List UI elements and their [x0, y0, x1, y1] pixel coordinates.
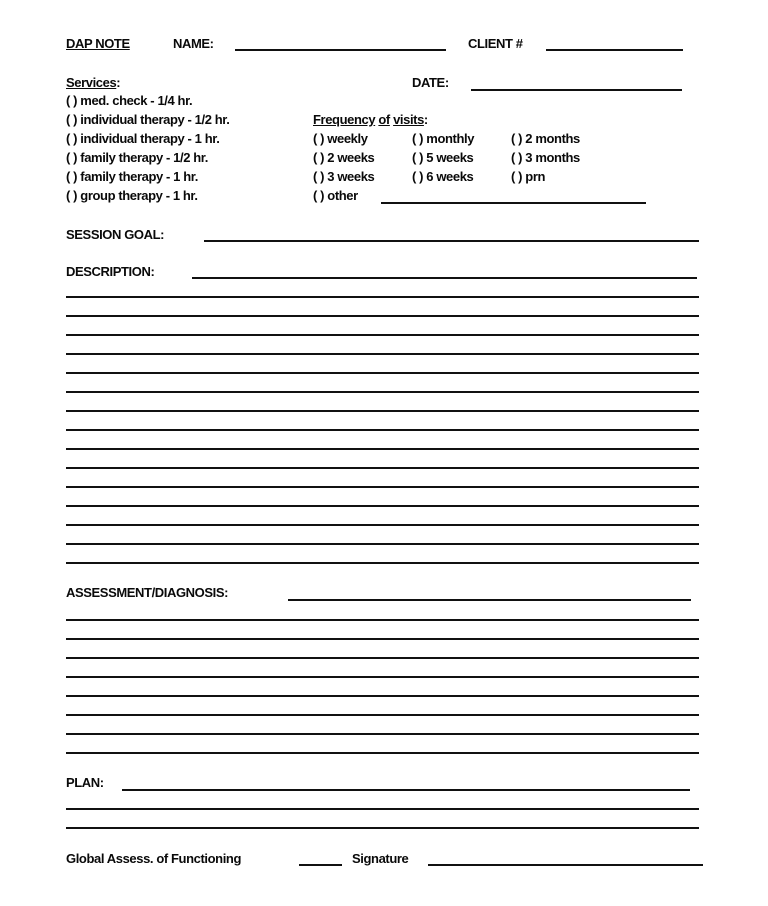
frequency-colon: : — [423, 112, 428, 127]
frequency-heading — [313, 112, 428, 127]
service-option-family-half[interactable]: ( ) family therapy - 1/2 hr. — [66, 150, 208, 165]
frequency-option-weekly[interactable]: ( ) weekly — [313, 131, 368, 146]
session-goal-field[interactable] — [204, 240, 699, 242]
service-option-family-one[interactable]: ( ) family therapy - 1 hr. — [66, 169, 198, 184]
description-line[interactable] — [66, 334, 699, 336]
frequency-option-prn[interactable]: ( ) prn — [511, 169, 546, 184]
service-option-individual-one[interactable]: ( ) individual therapy - 1 hr. — [66, 131, 220, 146]
description-line[interactable] — [66, 543, 699, 545]
session-goal-label: SESSION GOAL: — [66, 227, 165, 242]
signature-label: Signature — [352, 851, 409, 866]
service-option-group-one[interactable]: ( ) group therapy - 1 hr. — [66, 188, 198, 203]
gaf-label: Global Assess. of Functioning — [66, 851, 241, 866]
description-line[interactable] — [66, 562, 699, 564]
frequency-option-3-weeks[interactable]: ( ) 3 weeks — [313, 169, 375, 184]
frequency-other-field[interactable] — [381, 202, 646, 204]
plan-line[interactable] — [66, 808, 699, 810]
plan-field-first-line[interactable] — [122, 789, 690, 791]
frequency-option-3-months[interactable]: ( ) 3 months — [511, 150, 580, 165]
assessment-line[interactable] — [66, 676, 699, 678]
gaf-field[interactable] — [299, 864, 342, 866]
service-option-individual-half[interactable]: ( ) individual therapy - 1/2 hr. — [66, 112, 230, 127]
description-line[interactable] — [66, 524, 699, 526]
description-line[interactable] — [66, 505, 699, 507]
assessment-line[interactable] — [66, 695, 699, 697]
frequency-option-5-weeks[interactable]: ( ) 5 weeks — [412, 150, 474, 165]
assessment-label: ASSESSMENT/DIAGNOSIS: — [66, 585, 229, 600]
service-option-med-check[interactable]: ( ) med. check - 1/4 hr. — [66, 93, 193, 108]
signature-field[interactable] — [428, 864, 703, 866]
description-line[interactable] — [66, 429, 699, 431]
description-line[interactable] — [66, 296, 699, 298]
assessment-line[interactable] — [66, 752, 699, 754]
frequency-option-6-weeks[interactable]: ( ) 6 weeks — [412, 169, 474, 184]
name-field[interactable] — [235, 49, 446, 51]
frequency-heading-word3: visits — [393, 112, 424, 127]
frequency-heading-word1: Frequency — [313, 112, 376, 127]
description-line[interactable] — [66, 372, 699, 374]
assessment-line[interactable] — [66, 638, 699, 640]
date-field[interactable] — [471, 89, 682, 91]
client-number-field[interactable] — [546, 49, 683, 51]
services-colon: : — [116, 75, 121, 90]
frequency-heading-word2: of — [378, 112, 390, 127]
description-line[interactable] — [66, 486, 699, 488]
assessment-line[interactable] — [66, 733, 699, 735]
assessment-line[interactable] — [66, 619, 699, 621]
description-line[interactable] — [66, 353, 699, 355]
services-heading — [66, 75, 120, 90]
frequency-option-2-weeks[interactable]: ( ) 2 weeks — [313, 150, 375, 165]
date-label: DATE: — [412, 75, 449, 90]
description-line[interactable] — [66, 467, 699, 469]
form-title: DAP NOTE — [66, 36, 130, 51]
name-label: NAME: — [173, 36, 214, 51]
frequency-option-other[interactable]: ( ) other — [313, 188, 358, 203]
assessment-line[interactable] — [66, 714, 699, 716]
assessment-field-first-line[interactable] — [288, 599, 691, 601]
assessment-line[interactable] — [66, 657, 699, 659]
description-label: DESCRIPTION: — [66, 264, 155, 279]
description-field-first-line[interactable] — [192, 277, 697, 279]
client-label: CLIENT # — [468, 36, 523, 51]
description-line[interactable] — [66, 391, 699, 393]
frequency-option-monthly[interactable]: ( ) monthly — [412, 131, 475, 146]
plan-line[interactable] — [66, 827, 699, 829]
plan-label: PLAN: — [66, 775, 104, 790]
description-line[interactable] — [66, 315, 699, 317]
frequency-option-2-months[interactable]: ( ) 2 months — [511, 131, 580, 146]
services-heading-text: Services — [66, 75, 117, 90]
description-line[interactable] — [66, 410, 699, 412]
description-line[interactable] — [66, 448, 699, 450]
